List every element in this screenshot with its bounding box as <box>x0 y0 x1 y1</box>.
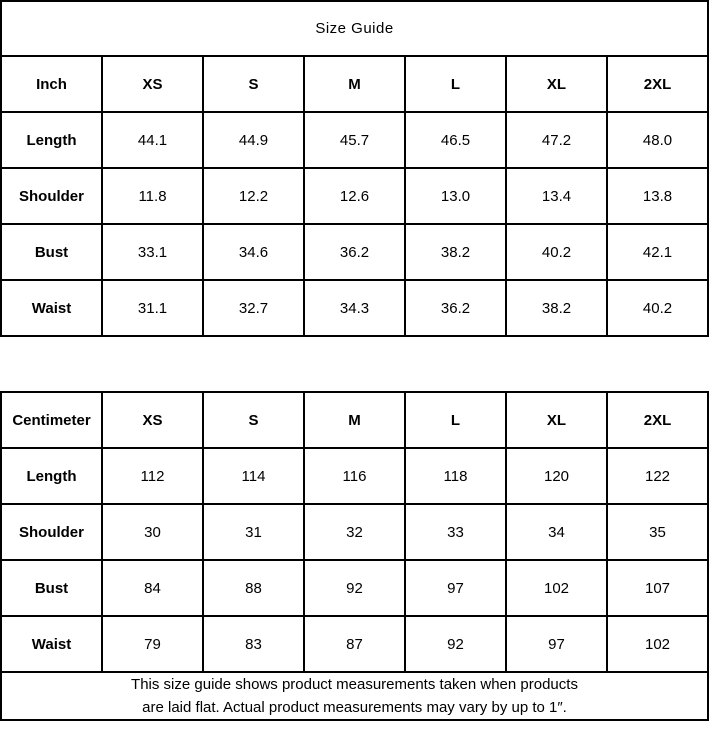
row-label-waist: Waist <box>1 280 102 336</box>
size-header-xl: XL <box>506 56 607 112</box>
size-header-xs: XS <box>102 392 203 448</box>
value-cell: 114 <box>203 448 304 504</box>
inch-row-waist <box>1 280 708 336</box>
footer-note-line1: This size guide shows product measurements taken when products <box>131 676 578 693</box>
cm-row-length <box>1 448 708 504</box>
value-cell: 48.0 <box>607 112 708 168</box>
value-cell: 32.7 <box>203 280 304 336</box>
value-cell: 87 <box>304 616 405 672</box>
value-cell: 31.1 <box>102 280 203 336</box>
inch-size-table <box>0 0 709 337</box>
size-header-s: S <box>203 392 304 448</box>
value-cell: 112 <box>102 448 203 504</box>
value-cell: 118 <box>405 448 506 504</box>
size-header-xs: XS <box>102 56 203 112</box>
value-cell: 36.2 <box>304 224 405 280</box>
size-header-s: S <box>203 56 304 112</box>
value-cell: 12.2 <box>203 168 304 224</box>
value-cell: 116 <box>304 448 405 504</box>
size-header-l: L <box>405 392 506 448</box>
table-gap <box>0 337 709 391</box>
value-cell: 83 <box>203 616 304 672</box>
value-cell: 120 <box>506 448 607 504</box>
cm-row-waist <box>1 616 708 672</box>
size-header-m: M <box>304 56 405 112</box>
value-cell: 30 <box>102 504 203 560</box>
value-cell: 122 <box>607 448 708 504</box>
value-cell: 79 <box>102 616 203 672</box>
row-label-waist: Waist <box>1 616 102 672</box>
size-header-2xl: 2XL <box>607 56 708 112</box>
value-cell: 102 <box>607 616 708 672</box>
value-cell: 33 <box>405 504 506 560</box>
value-cell: 34.3 <box>304 280 405 336</box>
row-label-bust: Bust <box>1 224 102 280</box>
value-cell: 97 <box>405 560 506 616</box>
value-cell: 38.2 <box>405 224 506 280</box>
size-header-xl: XL <box>506 392 607 448</box>
value-cell: 35 <box>607 504 708 560</box>
value-cell: 92 <box>405 616 506 672</box>
inch-row-shoulder <box>1 168 708 224</box>
value-cell: 11.8 <box>102 168 203 224</box>
value-cell: 13.8 <box>607 168 708 224</box>
value-cell: 32 <box>304 504 405 560</box>
footer-note <box>1 672 708 720</box>
inch-unit-header: Inch <box>1 56 102 112</box>
row-label-length: Length <box>1 112 102 168</box>
value-cell: 13.4 <box>506 168 607 224</box>
footer-row <box>1 672 708 720</box>
title-row <box>1 1 708 56</box>
value-cell: 31 <box>203 504 304 560</box>
cm-row-bust <box>1 560 708 616</box>
cm-row-shoulder <box>1 504 708 560</box>
value-cell: 84 <box>102 560 203 616</box>
inch-header-row <box>1 56 708 112</box>
footer-note-line2: are laid flat. Actual product measurements may vary by up to 1″. <box>142 699 567 716</box>
value-cell: 88 <box>203 560 304 616</box>
value-cell: 12.6 <box>304 168 405 224</box>
cm-header-row <box>1 392 708 448</box>
value-cell: 42.1 <box>607 224 708 280</box>
size-header-m: M <box>304 392 405 448</box>
value-cell: 107 <box>607 560 708 616</box>
value-cell: 34 <box>506 504 607 560</box>
value-cell: 40.2 <box>607 280 708 336</box>
value-cell: 102 <box>506 560 607 616</box>
value-cell: 45.7 <box>304 112 405 168</box>
size-header-2xl: 2XL <box>607 392 708 448</box>
centimeter-size-table <box>0 391 709 721</box>
value-cell: 46.5 <box>405 112 506 168</box>
size-header-l: L <box>405 56 506 112</box>
value-cell: 36.2 <box>405 280 506 336</box>
value-cell: 34.6 <box>203 224 304 280</box>
inch-row-bust <box>1 224 708 280</box>
inch-row-length <box>1 112 708 168</box>
row-label-shoulder: Shoulder <box>1 168 102 224</box>
value-cell: 44.9 <box>203 112 304 168</box>
row-label-bust: Bust <box>1 560 102 616</box>
row-label-length: Length <box>1 448 102 504</box>
value-cell: 13.0 <box>405 168 506 224</box>
cm-unit-header: Centimeter <box>1 392 102 448</box>
value-cell: 38.2 <box>506 280 607 336</box>
value-cell: 40.2 <box>506 224 607 280</box>
value-cell: 92 <box>304 560 405 616</box>
page-title: Size Guide <box>1 1 708 56</box>
value-cell: 44.1 <box>102 112 203 168</box>
value-cell: 97 <box>506 616 607 672</box>
value-cell: 47.2 <box>506 112 607 168</box>
row-label-shoulder: Shoulder <box>1 504 102 560</box>
value-cell: 33.1 <box>102 224 203 280</box>
